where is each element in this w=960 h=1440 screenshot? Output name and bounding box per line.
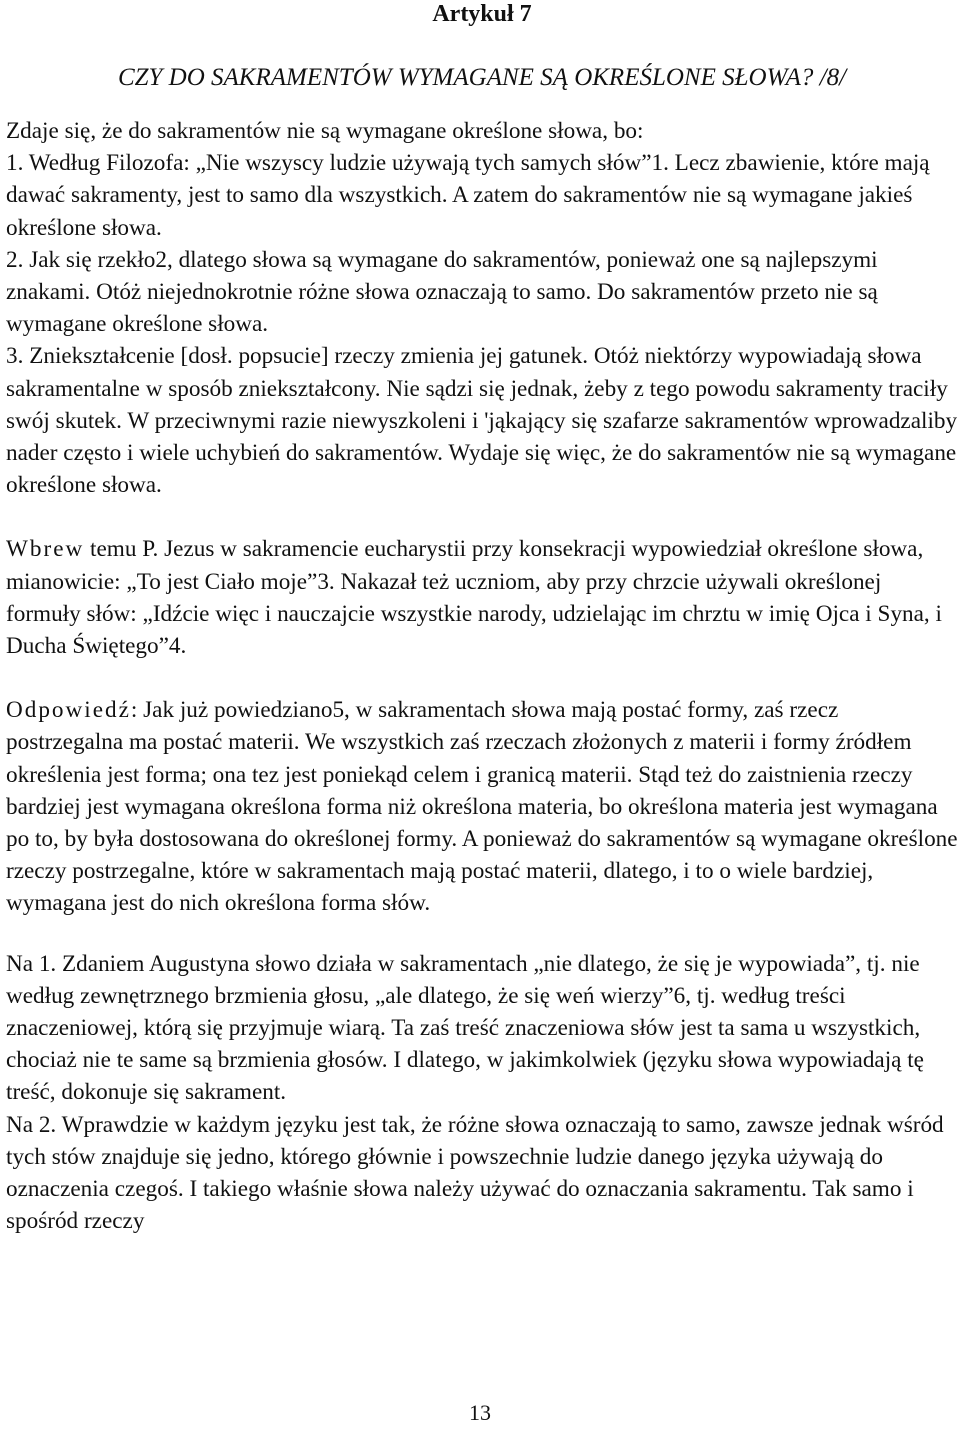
reply-2: Na 2. Wprawdzie w każdym języku jest tak, że różne słowa oznaczają to samo, zawsze jednak wśród tych stów znajduje się jedno, którego głównie i powszechnie ludzie danego języka używają do oznaczenia czegoś. I takiego właśnie słowa należy używać do oznaczania sakramentu. Tak samo i spośród rzeczy — [6, 1111, 944, 1235]
page-number: 13 — [469, 1400, 491, 1425]
sed-contra-paragraph — [6, 533, 958, 662]
article-title: Artykuł 7 — [432, 1, 532, 27]
document-page — [6, 0, 958, 1238]
objection-3: 3. Zniekształcenie [dosł. popsucie] rzeczy zmienia jej gatunek. Otóż niektórzy wypowiadają słowa sakramentalne w sposób zniekształcony. Nie sądzi się jednak, żeby z tego powodu sakramenty traciły swój skutek. W przeciwnymi razie niewyszkoleni i 'jąkający się szafarze sakramentów wprowadzaliby nader często i wiele uchybień do sakramentów. Wydaje się więc, że do sakramentów nie są wymagane określone słowa. — [6, 343, 958, 499]
respondeo-label: Odpowiedź — [6, 697, 131, 724]
sed-contra-label: Wbrew — [6, 536, 85, 563]
respondeo-paragraph — [6, 694, 958, 919]
sed-contra-text: temu P. Jezus w sakramencie eucharystii przy konsekracji wypowiedział określone słowa, mianowicie: „To jest Ciało moje”3. Nakazał też uczniom, aby przy chrzcie używali określonej formuły słów: „Idźcie więc i nauczajcie wszystkie narody, udzielając im chrztu w imię Ojca i Syna, i Ducha Świętego”4. — [6, 536, 942, 660]
objection-1: 1. Według Filozofa: „Nie wszyscy ludzie używają tych samych słów”1. Lecz zbawienie, które mają dawać sakramenty, jest to samo dla wszystkich. A zatem do sakramentów nie są wymagane jakieś określone słowa. — [6, 150, 930, 241]
reply-1: Na 1. Zdaniem Augustyna słowo działa w sakramentach „nie dlatego, że się je wypowiada”, tj. nie według zewnętrznego brzmienia głosu, „ale dlatego, że się weń wierzy”6, tj. według treści znaczeniowej, którą się przyjmuje wiarą. Ta zaś treść znaczeniowa słów jest ta sama u wszystkich, chociaż nie te same są brzmienia głosów. I dlatego, w jakimkolwiek (języku słowa wypowiadają tę treść, dokonuje się sakrament. — [6, 950, 924, 1106]
article-question: CZY DO SAKRAMENTÓW WYMAGANE SĄ OKREŚLONE SŁOWA? /8/ — [117, 64, 847, 91]
objections-intro: Zdaje się, że do sakramentów nie są wymagane określone słowa, bo: — [6, 118, 644, 144]
respondeo-text: : Jak już powiedziano5, w sakramentach słowa mają postać formy, zaś rzecz postrzegalna ma postać materii. We wszystkich zaś rzeczach złożonych z materii i formy źródłem określenia jest forma; ona tez jest poniekąd celem i granicą materii. Stąd też do zaistnienia rzeczy bardziej jest wymagana określona forma niż określona materia, bo określona materia jest wymagana po to, by była dostosowana do określonej formy. A ponieważ do sakramentów są wymagane określone rzeczy postrzegalne, które w sakramentach mają postać materii, dlatego, i to o wiele bardziej, wymagana jest do nich określona forma słów. — [6, 697, 958, 917]
objection-2: 2. Jak się rzekło2, dlatego słowa są wymagane do sakramentów, ponieważ one są najlepszymi znakami. Otóż niejednokrotnie różne słowa oznaczają to samo. Do sakramentów przeto nie są wymagane określone słowa. — [6, 246, 878, 338]
